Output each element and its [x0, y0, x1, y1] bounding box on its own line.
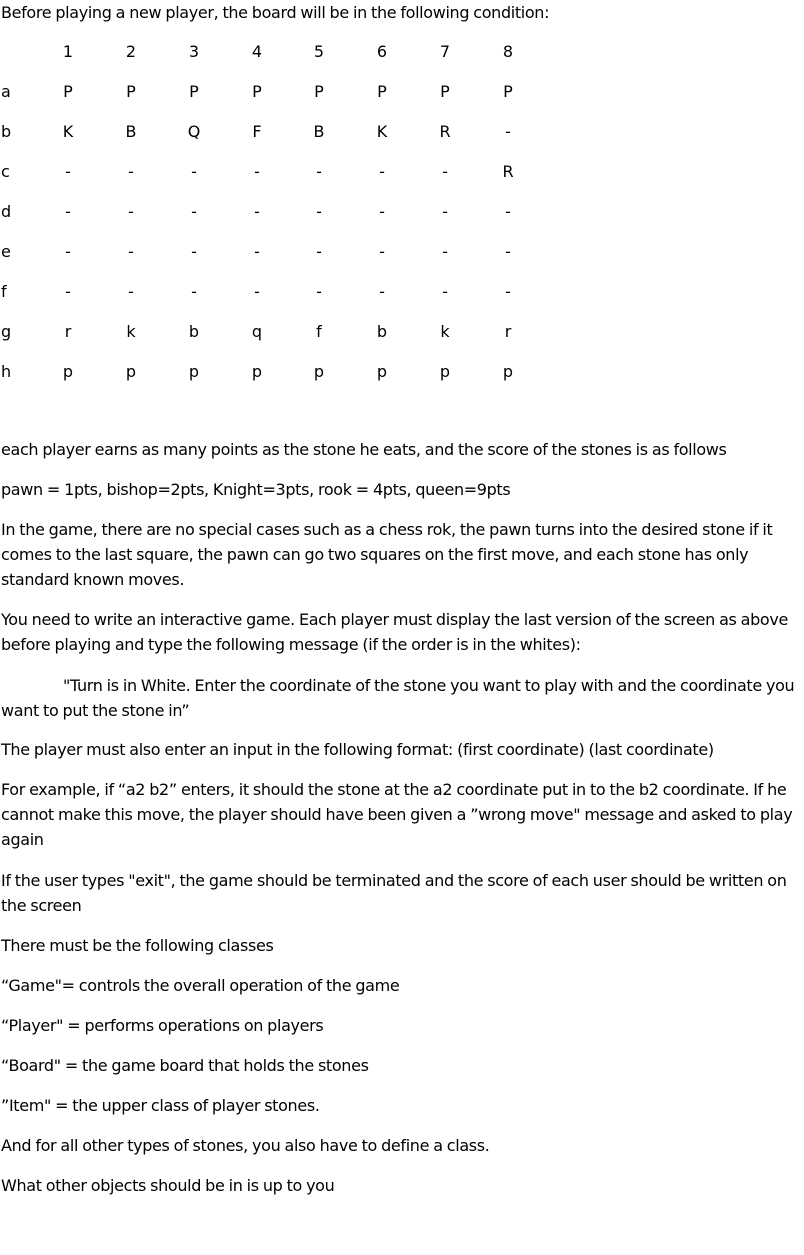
board-cell: - [191, 282, 197, 301]
classes-intro-text: There must be the following classes [1, 936, 274, 955]
board-cell: p [439, 362, 451, 381]
other-classes-text: And for all other types of stones, you also have to define a class. [1, 1136, 490, 1155]
board-cell: - [254, 202, 260, 221]
class-player-text: “Player" = performs operations on players [1, 1016, 324, 1035]
board-cell: p [188, 362, 200, 381]
board-row-label: e [1, 242, 11, 261]
board-column-header: 3 [188, 42, 200, 61]
board-cell: - [128, 242, 134, 261]
board-cell: - [316, 162, 322, 181]
board-cell: - [316, 202, 322, 221]
board-row [0, 160, 560, 184]
board-column-header: 8 [502, 42, 514, 61]
board-cell: - [191, 162, 197, 181]
board-cell: p [125, 362, 137, 381]
board-cell: - [254, 242, 260, 261]
turn-message-paragraph: "Turn is in White. Enter the coordinate of the stone you want to play with and the coordinate you want to put the stone in” [1, 676, 795, 720]
other-objects-text: What other objects should be in is up to you [1, 1176, 335, 1195]
board-cell: K [62, 122, 74, 141]
board-cell: b [376, 322, 388, 341]
board-cell: Q [187, 122, 201, 141]
points-intro-text: each player earns as many points as the stone he eats, and the score of the stones is as follows [1, 440, 727, 459]
board-cell: R [502, 162, 514, 181]
interactive-paragraph: You need to write an interactive game. Each player must display the last version of the screen as above before playing and type the following message (if the order is in the whites): [1, 610, 788, 654]
board-cell: - [65, 282, 71, 301]
board-cell: - [442, 202, 448, 221]
board-cell: - [65, 242, 71, 261]
board-cell: k [440, 322, 450, 341]
board-column-header: 2 [125, 42, 137, 61]
board-column-header: 1 [62, 42, 74, 61]
board-cell: B [313, 122, 325, 141]
rules-paragraph: In the game, there are no special cases such as a chess rok, the pawn turns into the desired stone if it comes to the last square, the pawn can go two squares on the first move, and each stone has only standard known moves. [1, 520, 773, 589]
points-list-text: pawn = 1pts, bishop=2pts, Knight=3pts, rook = 4pts, queen=9pts [1, 480, 511, 499]
board-row-label: h [1, 362, 12, 381]
board-row-label: g [1, 322, 12, 341]
class-item-text: ”Item" = the upper class of player stones. [1, 1096, 320, 1115]
board-cell: P [377, 82, 387, 101]
board-cell: P [314, 82, 324, 101]
board-cell: P [126, 82, 136, 101]
board-cell: - [505, 202, 511, 221]
board-cell: - [442, 282, 448, 301]
board-cell: - [128, 202, 134, 221]
board-cell: r [504, 322, 512, 341]
board-cell: - [442, 162, 448, 181]
board-cell: - [316, 282, 322, 301]
board-cell: - [442, 242, 448, 261]
board-column-header: 5 [313, 42, 325, 61]
class-game-text: “Game"= controls the overall operation of the game [1, 976, 400, 995]
board-cell: - [505, 122, 511, 141]
board-cell: P [63, 82, 73, 101]
board-cell: P [440, 82, 450, 101]
board-row [0, 320, 560, 344]
board-cell: - [505, 242, 511, 261]
board-cell: - [254, 282, 260, 301]
board-cell: - [379, 242, 385, 261]
board-column-header: 6 [376, 42, 388, 61]
class-board-text: “Board" = the game board that holds the stones [1, 1056, 369, 1075]
example-paragraph: For example, if “a2 b2” enters, it should the stone at the a2 coordinate put in to the b2 coordinate. If he cannot make this move, the player should have been given a ”wrong move" message and asked to play again [1, 780, 793, 849]
board-row-label: d [1, 202, 12, 221]
board-cell: p [62, 362, 74, 381]
board-cell: P [503, 82, 513, 101]
board-cell: P [252, 82, 262, 101]
board-cell: r [64, 322, 72, 341]
board-column-header: 7 [439, 42, 451, 61]
input-format-text: The player must also enter an input in the following format: (first coordinate) (last coordinate) [1, 740, 714, 759]
board-cell: - [65, 162, 71, 181]
board-cell: q [251, 322, 263, 341]
board-cell: - [191, 242, 197, 261]
intro-text: Before playing a new player, the board will be in the following condition: [1, 3, 550, 22]
board-cell: - [379, 282, 385, 301]
board-row [0, 120, 560, 144]
board-cell: K [376, 122, 388, 141]
board-cell: - [128, 162, 134, 181]
board-cell: - [254, 162, 260, 181]
board-cell: p [313, 362, 325, 381]
board-row [0, 200, 560, 224]
board-cell: k [126, 322, 136, 341]
board-row-label: b [1, 122, 12, 141]
board-cell: p [376, 362, 388, 381]
board-cell: P [189, 82, 199, 101]
board-cell: p [251, 362, 263, 381]
board-row-label: f [1, 282, 7, 301]
board-cell: - [505, 282, 511, 301]
board-cell: B [125, 122, 137, 141]
board-cell: F [252, 122, 262, 141]
board-cell: - [65, 202, 71, 221]
board-column-header: 4 [251, 42, 263, 61]
board-row [0, 80, 560, 104]
board-cell: - [191, 202, 197, 221]
board-cell: R [439, 122, 451, 141]
board-row [0, 240, 560, 264]
board-row-label: a [1, 82, 11, 101]
board-cell: - [128, 282, 134, 301]
board-cell: - [379, 202, 385, 221]
board-cell: b [188, 322, 200, 341]
board-row [0, 280, 560, 304]
board-row-label: c [1, 162, 10, 181]
board-cell: f [316, 322, 322, 341]
board-cell: - [316, 242, 322, 261]
board-column-header-row [0, 40, 560, 64]
board-row [0, 360, 560, 384]
board-cell: p [502, 362, 514, 381]
exit-paragraph: If the user types "exit", the game should be terminated and the score of each user should be written on the screen [1, 871, 787, 915]
board-cell: - [379, 162, 385, 181]
